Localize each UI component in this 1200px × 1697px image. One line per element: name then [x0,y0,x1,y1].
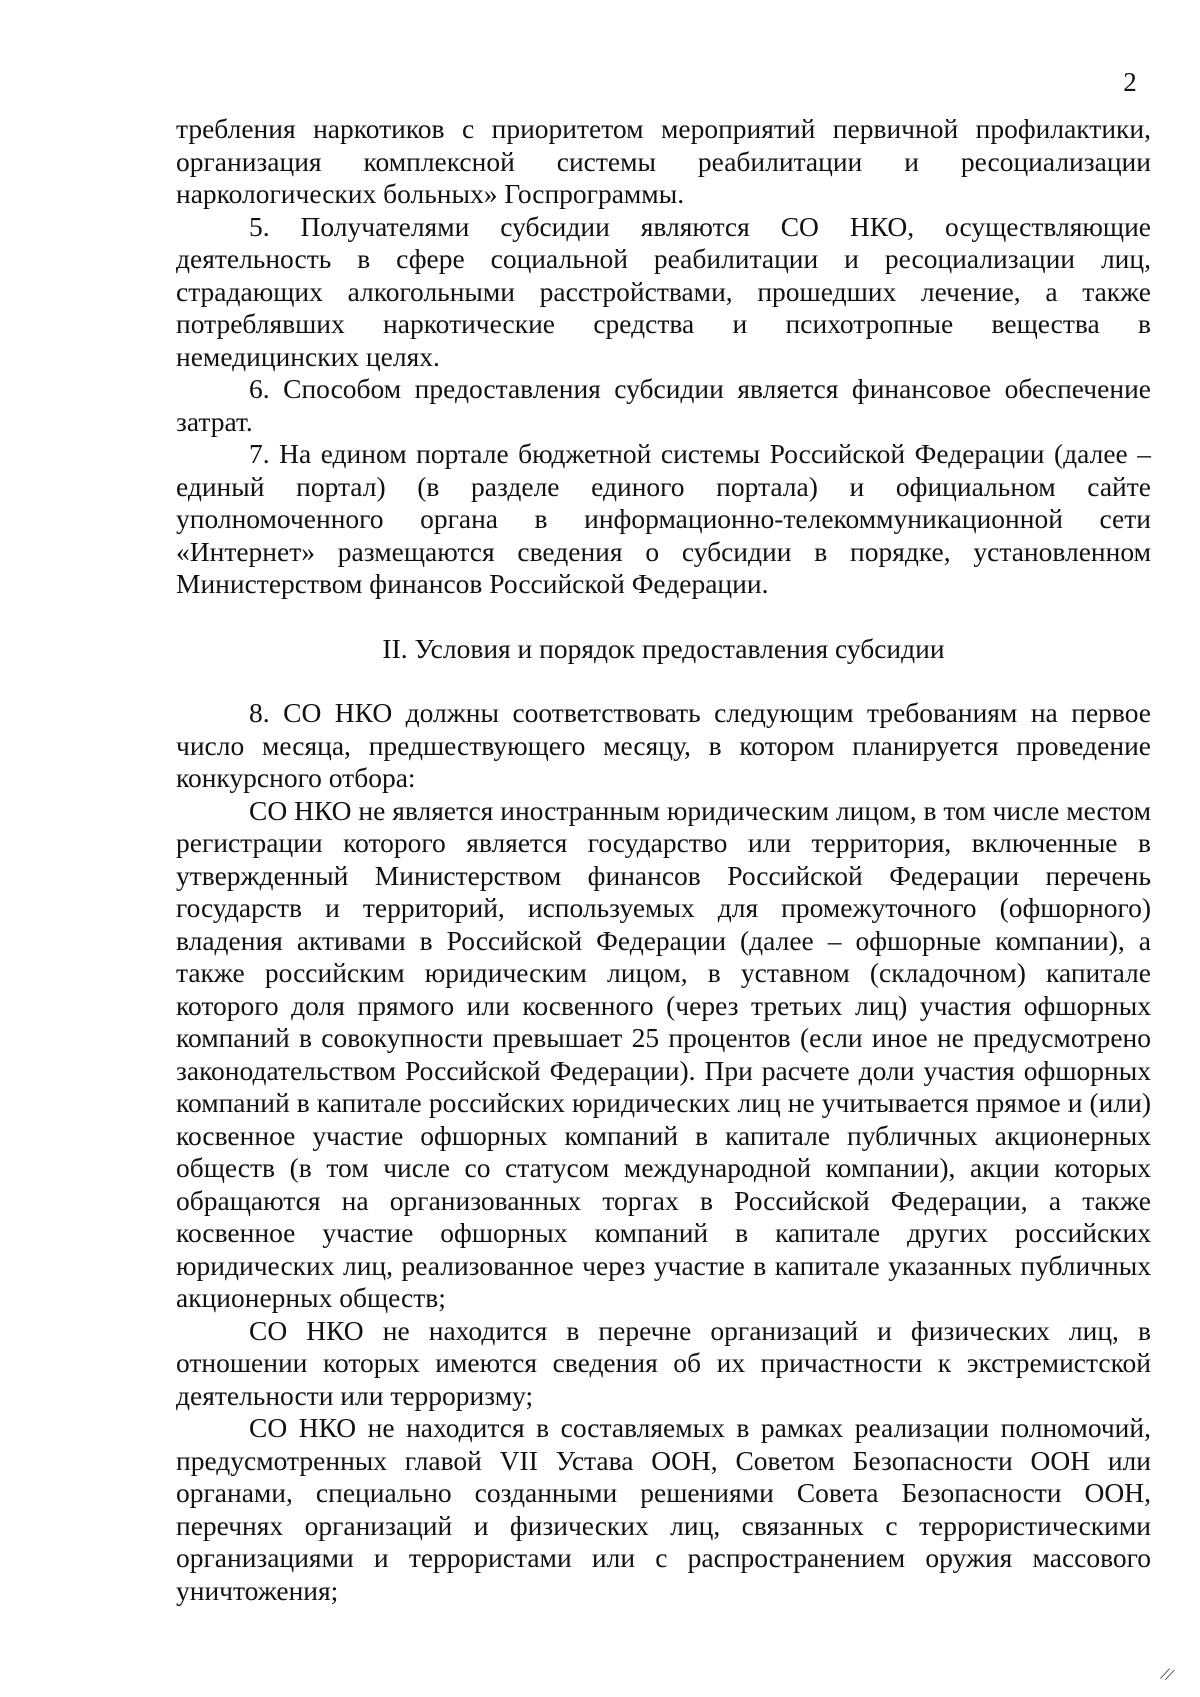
section-heading: II. Условия и порядок предоставления субсидии [382,632,945,664]
requirement-un-sanctions: СО НКО не находится в составляемых в рамках реализации полномочий, предусмотренных главой VII Устава ООН, Советом Безопасности ООН или органами, специально созданными решениями Совета Безопасности ООН, перечнях организаций и физических лиц, связанных с террористическими организациями и террористами или с распространением оружия массового уничтожения; [176,1412,1151,1606]
requirement-extremism: СО НКО не находится в перечне организаций и физических лиц, в отношении которых имеются сведения об их причастности к экстремистской деятельности или терроризму; [176,1314,1151,1411]
paragraph-item-5: 5. Получателями субсидии являются СО НКО, осуществляющие деятельность в сфере социальной реабилитации и ресоциализации лиц, страдающих алкогольными расстройствами, прошедших лечение, а также потреблявших наркотические средства и психотропные вещества в немедицинских целях. [176,210,1151,372]
requirement-offshore: СО НКО не является иностранным юридическим лицом, в том числе местом регистрации которого является государство или территория, включенные в утвержденный Министерством финансов Российской Федерации перечень государств и территорий, используемых для промежуточного (офшорного) владения активами в Российской Федерации (далее – офшорные компании), а также российским юридическим лицом, в уставном (складочном) капитале которого доля прямого или косвенного (через третьих лиц) участия офшорных компаний в совокупности превышает 25 процентов (если иное не предусмотрено законодательством Российской Федерации). При расчете доли участия офшорных компаний в капитале российских юридических лиц не учитывается прямое и (или) косвенное участие офшорных компаний в капитале публичных акционерных обществ (в том числе со статусом международной компании), акции которых обращаются на организованных торгах в Российской Федерации, а также косвенное участие офшорных компаний в капитале других российских юридических лиц, реализованное через участие в капитале указанных публичных акционерных обществ; [176,794,1151,1313]
paragraph-item-8: 8. СО НКО должны соответствовать следующим требованиям на первое число месяца, предшествующего месяцу, в котором планируется проведение конкурсного отбора: [176,697,1151,793]
page-number: 2 [1123,67,1137,97]
handwritten-mark: // [1159,1663,1175,1685]
document-body [176,113,1151,1607]
paragraph-item-7: 7. На едином портале бюджетной системы Российской Федерации (далее – единый портал) (в разделе единого портала) и официальном сайте уполномоченного органа в информационно-телекоммуникационной сети «Интернет» размещаются сведения о субсидии в порядке, установленном Министерством финансов Российской Федерации. [176,438,1151,599]
paragraph-continuation: требления наркотиков с приоритетом мероприятий первичной профилактики, организация комплексной системы реабилитации и ресоциализации наркологических больных» Госпрограммы. [176,113,1151,209]
paragraph-item-6: 6. Способом предоставления субсидии является финансовое обеспечение затрат. [176,373,1151,437]
